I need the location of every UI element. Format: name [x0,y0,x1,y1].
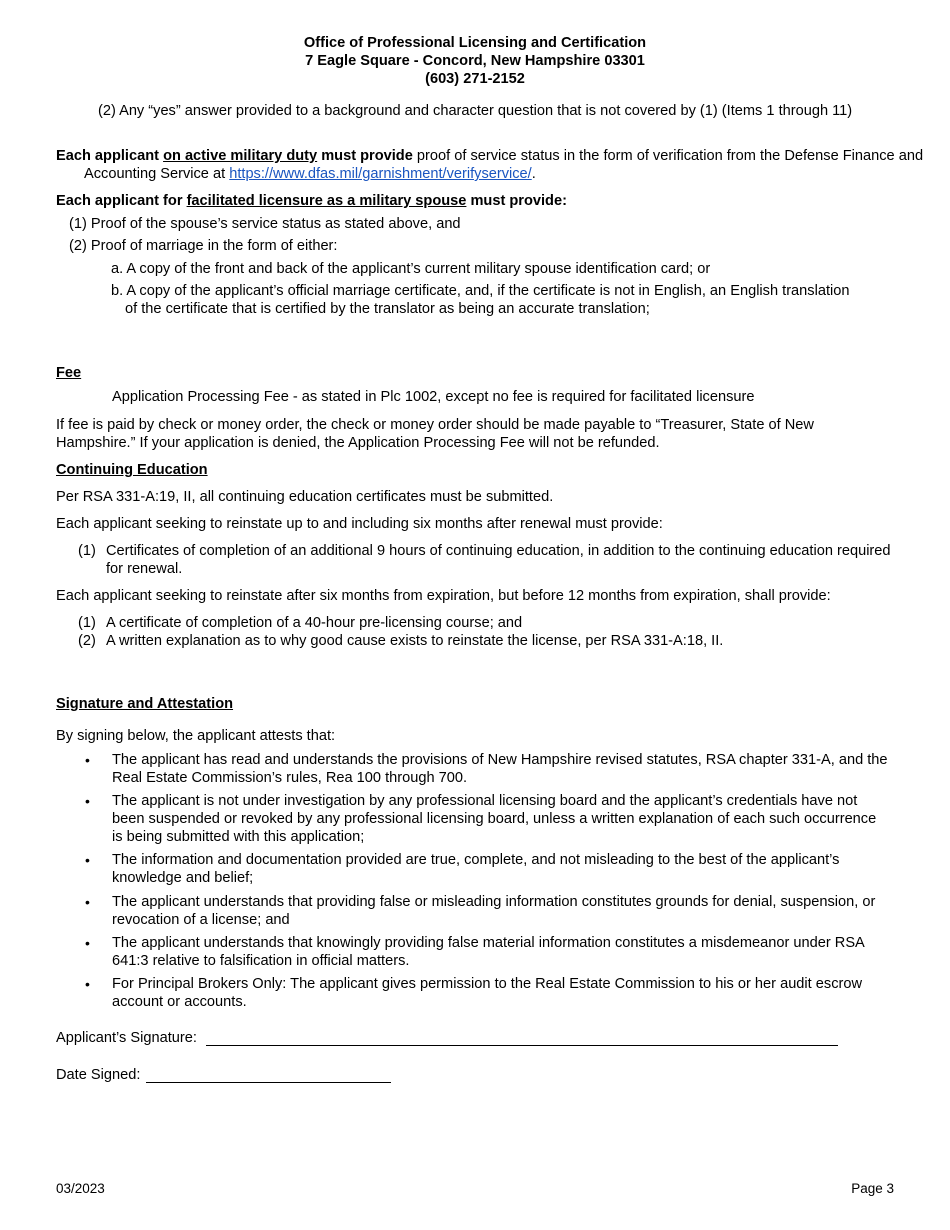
bullet-icon: • [85,852,90,868]
signature-field[interactable] [206,1030,838,1046]
military-lead: Each applicant [56,148,164,164]
attestation-bullet: The information and documentation provided are true, complete, and not misleading to the best of the applicant’s knowledge and belief; [112,852,840,886]
ce-paragraph-2: Each applicant seeking to reinstate up to and including six months after renewal must provide: [56,516,663,532]
attestation-heading: Signature and Attestation [56,696,234,712]
military-end: . [531,166,536,182]
ce-heading: Continuing Education [56,462,208,478]
ce-paragraph-3: Each applicant seeking to reinstate after six months from expiration, but before 12 months from expiration, shall provide: [56,588,831,604]
attestation-bullet: The applicant has read and understands the provisions of New Hampshire revised statutes, RSA chapter 331-A, and the Real Estate Commission’s rules, Rea 100 through 700. [112,752,888,786]
ce-item-text: Certificates of completion of an additional 9 hours of continuing education, in addition to the continuing education required for renewal. [106,543,891,577]
ce-item-number: (2) [78,633,96,649]
spouse-emphasis: facilitated licensure as a military spouse [186,193,467,209]
military-bold-tail: must provide [317,148,413,164]
bullet-icon: • [85,894,90,910]
spouse-sub-a: a. A copy of the front and back of the applicant’s current military spouse identification card; or [111,261,711,277]
attestation-bullet: For Principal Brokers Only: The applicant gives permission to the Real Estate Commission to his or her audit escrow account or accounts. [112,976,863,1010]
spouse-heading [56,192,896,210]
fee-paragraph: If fee is paid by check or money order, the check or money order should be made payable to “Treasurer, State of New Hampshire.” If your application is denied, the Application Processing Fee will not be refunded. [56,417,814,451]
bullet-icon: • [85,935,90,951]
date-signed-field[interactable] [146,1067,391,1083]
bullet-icon: • [85,752,90,768]
spouse-lead: Each applicant for [56,193,187,209]
office-address: 7 Eagle Square - Concord, New Hampshire 03301 [305,53,645,69]
spouse-sub-b: b. A copy of the applicant’s official marriage certificate, and, if the certificate is not in English, an English translation of the certificate that is certified by the translator as being an accurate translation; [111,283,850,317]
ce-item-number: (1) [78,615,96,631]
military-text: proof of service status in the form of verification from the Defense Finance and Accounting Service at [84,148,924,182]
ce-item-text: A written explanation as to why good cause exists to reinstate the license, per RSA 331-A:18, II. [106,633,724,649]
footer-date: 03/2023 [56,1181,105,1196]
attestation-bullet: The applicant is not under investigation by any professional licensing board and the applicant’s credentials have not been suspended or revoked by any professional licensing board, unless a written explanation of each such occurrence is being submitted with this application; [112,793,877,845]
spouse-item-1: (1) Proof of the spouse’s service status as stated above, and [69,216,461,232]
military-emphasis: on active military duty [163,148,318,164]
attestation-bullet: The applicant understands that providing false or misleading information constitutes grounds for denial, suspension, or revocation of a license; and [112,894,876,928]
date-signed-label: Date Signed: [56,1067,141,1083]
ce-item-text: A certificate of completion of a 40-hour pre-licensing course; and [106,615,523,631]
military-duty-paragraph [56,147,924,183]
office-name: Office of Professional Licensing and Certification [303,35,647,51]
bullet-icon: • [85,793,90,809]
attestation-intro: By signing below, the applicant attests that: [56,728,336,744]
office-phone: (603) 271-2152 [425,71,525,87]
fee-heading: Fee [56,365,82,381]
spouse-item-2: (2) Proof of marriage in the form of either: [69,238,338,254]
attestation-bullet: The applicant understands that knowingly providing false material information constitutes a misdemeanor under RSA 641:3 relative to falsification in official matters. [112,935,864,969]
bullet-icon: • [85,976,90,992]
footer-page-number: Page 3 [851,1181,894,1196]
background-question-item: (2) Any “yes” answer provided to a background and character question that is not covered by (1) (Items 1 through 11) [98,103,853,119]
ce-item-number: (1) [78,543,96,559]
ce-paragraph-1: Per RSA 331-A:19, II, all continuing education certificates must be submitted. [56,489,554,505]
signature-label: Applicant’s Signature: [56,1030,197,1046]
dfas-link[interactable]: https://www.dfas.mil/garnishment/verifyservice/ [229,166,532,182]
spouse-tail: must provide: [466,193,567,209]
fee-line: Application Processing Fee - as stated in Plc 1002, except no fee is required for facilitated licensure [112,389,755,405]
